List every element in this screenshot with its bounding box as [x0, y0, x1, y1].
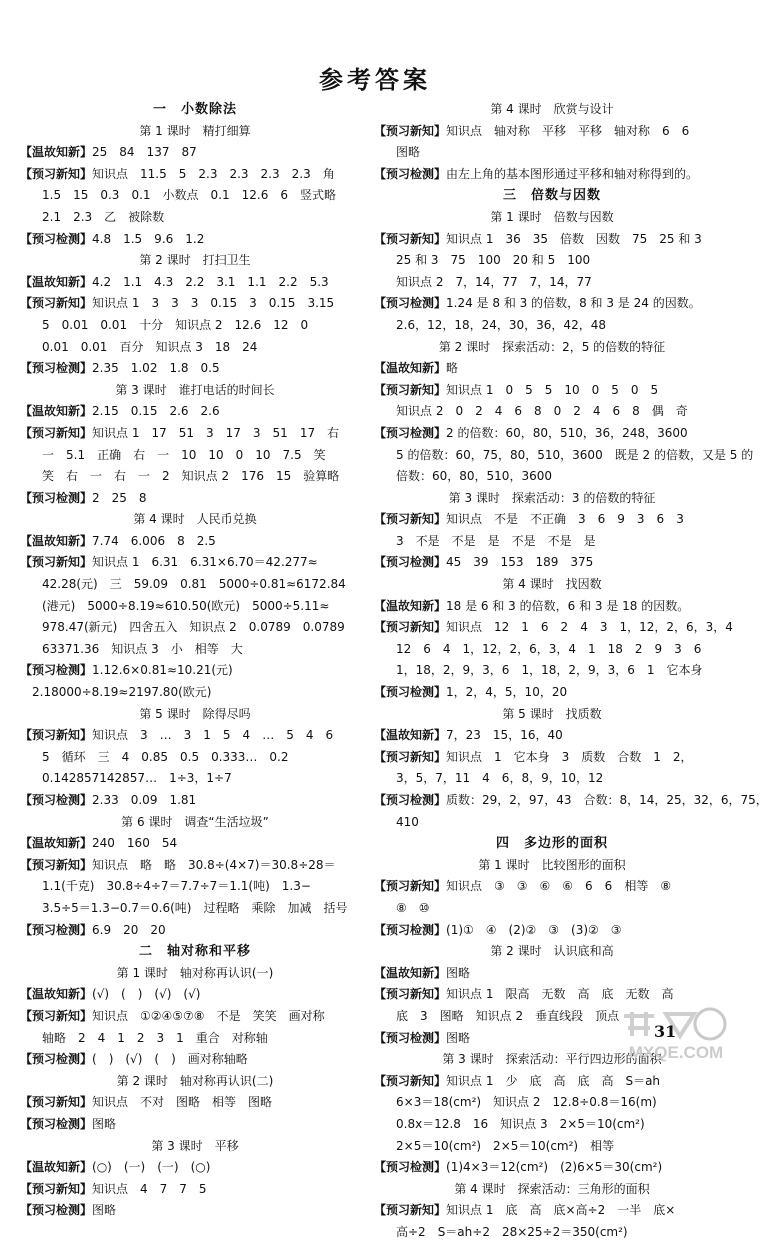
answer-continuation: 12 6 4 1，12，2，6，3，4 1 18 2 9 3 6	[396, 641, 702, 656]
answer-tag: 【预习检测】	[20, 922, 93, 937]
answer-continuation: 2.1 2.3 乙 被除数	[42, 209, 165, 224]
page-number: 31	[654, 1022, 677, 1041]
answer-row	[20, 229, 370, 251]
lesson-heading: 第 5 课时 找质数	[502, 706, 602, 721]
answer-continuation: 6×3＝18(cm²) 知识点 2 12.8÷0.8＝16(m)	[396, 1095, 657, 1110]
answer-continuation: 978.47(新元) 四舍五入 知识点 2 0.0789 0.0789	[42, 620, 345, 635]
answer-continuation: 一 5.1 正确 右 一 10 10 0 10 7.5 笑	[42, 447, 326, 462]
answer-continuation: 42.28(元) 三 59.09 0.81 5000÷0.81≈6172.84	[42, 577, 346, 592]
answer-row	[374, 229, 730, 251]
answer-row	[20, 833, 370, 855]
answer-continuation: 1.1(千克) 30.8÷4÷7＝7.7÷7＝1.1(吨) 1.3−	[42, 879, 311, 894]
answer-continuation: 图略	[396, 145, 421, 160]
answer-continuation: 410	[396, 814, 419, 829]
answer-continuation: (港元) 5000÷8.19≈610.50(欧元) 5000÷5.11≈	[42, 598, 330, 613]
answer-text: 4.8 1.5 9.6 1.2	[92, 231, 205, 246]
answer-row	[20, 293, 370, 315]
answer-row	[374, 164, 730, 186]
answer-tag: 【预习新知】	[374, 749, 447, 764]
lesson-heading: 第 1 课时 比较图形的面积	[478, 857, 626, 872]
answer-text: 2.33 0.09 1.81	[92, 793, 197, 807]
page-title: 参考答案	[319, 65, 431, 94]
answer-row	[20, 660, 370, 682]
answer-text: 略	[446, 361, 459, 376]
answer-text: 知识点 ①②④⑤⑦⑧ 不是 笑笑 画对称	[92, 1008, 325, 1023]
answer-row	[20, 1006, 370, 1028]
answer-tag: 【预习检测】	[374, 166, 447, 181]
answer-row	[20, 855, 370, 877]
answer-row	[20, 401, 370, 423]
answer-tag: 【预习新知】	[20, 728, 93, 743]
lesson-heading: 第 4 课时 人民币兑换	[133, 512, 257, 527]
answer-text: 知识点 1 17 51 3 17 3 51 17 右	[92, 425, 340, 440]
answer-text: 由左上角的基本图形通过平移和轴对称得到的。	[446, 166, 699, 181]
answer-text: 25 84 137 87	[92, 145, 197, 160]
answer-row	[374, 682, 730, 704]
answer-continuation: 0.142857142857… 1÷3，1÷7	[42, 771, 232, 786]
answer-text: 知识点 ③ ③ ⑥ ⑥ 6 6 相等 ⑧	[446, 879, 672, 894]
section-heading: 一 小数除法	[152, 102, 237, 117]
lesson-heading: 第 2 课时 打扫卫生	[139, 253, 251, 268]
answer-text: 7，23 15，16，40	[446, 728, 563, 743]
answer-row	[374, 790, 768, 812]
answer-row	[374, 1157, 730, 1179]
answer-row	[374, 617, 733, 639]
answer-row	[374, 552, 730, 574]
answer-row	[20, 272, 370, 294]
answer-text: 知识点 1 3 3 3 0.15 3 0.15 3.15	[92, 296, 335, 311]
answer-continuation: 2.18000÷8.19≈2197.80(欧元)	[32, 685, 212, 700]
answer-continuation: 5 0.01 0.01 十分 知识点 2 12.6 12 0	[42, 317, 309, 332]
answer-tag: 【预习新知】	[374, 382, 447, 397]
answer-tag: 【预习新知】	[20, 1008, 93, 1023]
answer-tag: 【预习检测】	[374, 425, 447, 440]
answer-text: (√) ( ) (√) (√)	[92, 987, 201, 1002]
answer-text: (1)① ④ (2)② ③ (3)② ③	[446, 922, 622, 937]
answer-continuation: 轴略 2 4 1 2 3 1 重合 对称轴	[42, 1030, 268, 1045]
answer-continuation: 3 不是 不是 是 不是 不是 是	[396, 533, 596, 548]
answer-row	[374, 423, 730, 445]
answer-text: 知识点 4 7 7 5	[92, 1181, 207, 1196]
answer-tag: 【预习检测】	[374, 555, 447, 570]
answer-tag: 【预习新知】	[20, 425, 93, 440]
answer-row	[20, 142, 370, 164]
answer-tag: 【预习新知】	[374, 1073, 447, 1088]
lesson-heading: 第 5 课时 除得尽吗	[139, 706, 251, 721]
answer-tag: 【温故知新】	[20, 145, 93, 160]
answer-row	[20, 1114, 370, 1136]
answer-text: 知识点 1 少 底 高 底 高 S＝ah	[446, 1073, 661, 1088]
answer-continuation: 1，18，2，9，3，6 1，18，2，9，3，6 1 它本身	[396, 663, 703, 678]
answer-text: 7.74 6.006 8 2.5	[92, 533, 216, 548]
answer-continuation: 25 和 3 75 100 20 和 5 100	[396, 253, 591, 268]
answer-text: 知识点 略 略 30.8÷(4×7)＝30.8÷28＝	[92, 857, 336, 872]
answer-tag: 【温故知新】	[20, 404, 93, 419]
answer-row	[20, 552, 370, 574]
answer-row	[20, 1049, 370, 1071]
answer-row	[20, 920, 370, 942]
answer-tag: 【温故知新】	[374, 965, 447, 980]
lesson-heading: 第 2 课时 轴对称再认识(二)	[116, 1073, 274, 1088]
answer-text: 知识点 12 1 6 2 4 3 1，12，2，6，3，4	[446, 620, 733, 635]
answer-tag: 【预习检测】	[20, 793, 93, 807]
answer-row	[20, 790, 370, 812]
answer-text: 质数：29，2，97，43 合数：8，14，25，32，6，75，	[446, 793, 768, 807]
answer-text: 2.15 0.15 2.6 2.6	[92, 404, 220, 419]
lesson-heading: 第 4 课时 欣赏与设计	[490, 102, 614, 116]
answer-tag: 【预习检测】	[20, 1203, 93, 1218]
answer-tag: 【预习检测】	[374, 793, 447, 807]
answer-text: 知识点 1 底 高 底×高÷2 一半 底×	[446, 1203, 676, 1218]
answer-tag: 【预习检测】	[20, 361, 93, 376]
lesson-heading: 第 1 课时 精打细算	[139, 123, 251, 138]
answer-text: 图略	[92, 1116, 117, 1131]
section-heading: 三 倍数与因数	[502, 188, 601, 204]
answer-text: 知识点 11.5 5 2.3 2.3 2.3 2.3 角	[92, 166, 335, 181]
answer-tag: 【预习检测】	[374, 685, 447, 700]
answer-row	[20, 358, 370, 380]
lesson-heading: 第 3 课时 探索活动：平行四边形的面积	[442, 1052, 662, 1067]
lesson-heading: 第 1 课时 倍数与因数	[490, 209, 614, 224]
answer-text: 1.12.6×0.81≈10.21(元)	[92, 663, 233, 678]
answer-tag: 【预习新知】	[374, 512, 447, 527]
answer-continuation: 5 循环 三 4 0.85 0.5 0.333… 0.2	[42, 749, 289, 764]
answer-text: 图略	[446, 965, 471, 980]
answer-continuation: 高÷2 S＝ah÷2 28×25÷2＝350(cm²)	[396, 1224, 628, 1239]
answer-row	[374, 293, 730, 315]
answer-row	[374, 725, 730, 747]
answer-continuation: 知识点 2 0 2 4 6 8 0 2 4 6 8 偶 奇	[396, 404, 688, 419]
answer-text: 知识点 1 限高 无数 高 底 无数 高	[446, 987, 674, 1002]
answer-continuation: 笑 右 一 右 一 2 知识点 2 176 15 验算略	[42, 469, 340, 484]
lesson-heading: 第 6 课时 调查“生活垃圾”	[121, 814, 269, 829]
answer-tag: 【温故知新】	[20, 274, 93, 289]
answer-text: (○) (一) (一) (○)	[92, 1160, 211, 1175]
answer-text: 知识点 1 36 35 倍数 因数 75 25 和 3	[446, 231, 702, 246]
answer-row	[20, 423, 370, 445]
answer-text: 图略	[446, 1030, 471, 1045]
answer-tag: 【温故知新】	[20, 987, 93, 1002]
answer-text: 知识点 不是 不正确 3 6 9 3 6 3	[446, 512, 684, 527]
answer-continuation: 知识点 2 7，14，77 7，14，77	[396, 274, 592, 289]
answer-tag: 【温故知新】	[20, 836, 93, 851]
answer-tag: 【预习检测】	[374, 922, 447, 937]
answer-tag: 【预习新知】	[374, 1203, 447, 1218]
answer-tag: 【预习新知】	[374, 123, 447, 138]
answer-row	[374, 747, 730, 769]
watermark-text: MXQE.COM	[628, 1043, 724, 1062]
answer-text: 2.35 1.02 1.8 0.5	[92, 361, 220, 376]
lesson-heading: 第 2 课时 认识底和高	[490, 944, 614, 959]
answer-tag: 【预习新知】	[374, 231, 447, 246]
lesson-heading: 第 4 课时 找因数	[502, 577, 602, 592]
answer-tag: 【温故知新】	[20, 1160, 93, 1175]
left-column	[20, 99, 370, 1222]
answer-text: 1.24 是 8 和 3 的倍数，8 和 3 是 24 的因数。	[446, 296, 701, 311]
answer-row	[20, 725, 370, 747]
answer-text: 知识点 不对 图略 相等 图略	[92, 1095, 273, 1110]
answer-text: 知识点 1 0 5 5 10 0 5 0 5	[446, 382, 659, 397]
answer-text: 知识点 1 它本身 3 质数 合数 1 2，	[446, 749, 693, 764]
answer-row	[20, 984, 370, 1006]
answer-tag: 【预习新知】	[374, 879, 447, 894]
section-heading: 四 多边形的面积	[495, 836, 608, 852]
answer-row	[20, 1092, 370, 1114]
answer-tag: 【温故知新】	[374, 728, 447, 743]
answer-continuation: 5 的倍数：60，75，80，510，3600 既是 2 的倍数，又是 5 的	[396, 447, 754, 462]
answer-continuation: ⑧ ⑩	[396, 900, 430, 915]
answer-row	[374, 876, 730, 898]
section-heading: 二 轴对称和平移	[138, 944, 251, 960]
answer-text: ( ) (√) ( ) 画对称轴略	[92, 1052, 248, 1067]
answer-text: 240 160 54	[92, 836, 178, 851]
answer-tag: 【预习检测】	[20, 1116, 93, 1131]
answer-row	[20, 1200, 370, 1222]
answer-row	[20, 531, 370, 553]
answer-text: 知识点 轴对称 平移 平移 轴对称 6 6	[446, 123, 690, 138]
answer-row	[374, 1200, 730, 1222]
answer-tag: 【预习检测】	[20, 1052, 93, 1067]
answer-tag: 【预习新知】	[20, 166, 93, 181]
answer-tag: 【预习新知】	[20, 1095, 93, 1110]
answer-tag: 【预习新知】	[20, 857, 93, 872]
answer-tag: 【预习新知】	[20, 1181, 93, 1196]
answer-continuation: 3.5÷5＝1.3−0.7＝0.6(吨) 过程略 乘除 加减 括号	[42, 900, 348, 915]
answer-tag: 【温故知新】	[20, 533, 93, 548]
answer-row	[374, 963, 730, 985]
lesson-heading: 第 3 课时 谁打电话的时间长	[115, 382, 275, 397]
answer-tag: 【预习新知】	[374, 620, 447, 635]
answer-continuation: 倍数：60，80，510，3600	[396, 469, 552, 484]
lesson-heading: 第 3 课时 平移	[151, 1138, 239, 1153]
answer-continuation: 3，5，7，11 4 6，8，9，10，12	[396, 771, 604, 786]
answer-tag: 【温故知新】	[374, 361, 447, 376]
answer-row	[20, 1157, 370, 1179]
answer-text: 2 的倍数：60，80，510，36，248，3600	[446, 425, 688, 440]
answer-row	[20, 488, 370, 510]
answer-continuation: 0.8x＝12.8 16 知识点 3 2×5＝10(cm²)	[396, 1116, 645, 1131]
answer-text: 6.9 20 20	[92, 922, 166, 937]
answer-row	[20, 164, 370, 186]
answer-continuation: 63371.36 知识点 3 小 相等 大	[42, 641, 243, 656]
answer-row	[374, 920, 730, 942]
answer-continuation: 2.6，12，18，24，30，36，42，48	[396, 317, 606, 332]
answer-text: 2 25 8	[92, 490, 147, 505]
answer-row	[374, 596, 730, 618]
answer-tag: 【预习检测】	[374, 296, 447, 311]
lesson-heading: 第 1 课时 轴对称再认识(一)	[116, 965, 274, 980]
right-column	[374, 99, 768, 1243]
answer-tag: 【预习检测】	[374, 1160, 447, 1175]
answer-row	[374, 358, 730, 380]
answer-tag: 【预习检测】	[20, 231, 93, 246]
answer-row	[374, 984, 730, 1006]
answer-row	[374, 1071, 730, 1093]
answer-row	[374, 509, 730, 531]
answer-text: 18 是 6 和 3 的倍数，6 和 3 是 18 的因数。	[446, 598, 690, 613]
answer-tag: 【预习新知】	[20, 555, 93, 570]
answer-continuation: 1.5 15 0.3 0.1 小数点 0.1 12.6 6 竖式略	[42, 188, 336, 203]
answer-tag: 【预习新知】	[374, 987, 447, 1002]
answer-continuation: 0.01 0.01 百分 知识点 3 18 24	[42, 339, 258, 354]
answer-text: 图略	[92, 1203, 117, 1218]
answer-text: 知识点 3 … 3 1 5 4 … 5 4 6	[92, 728, 334, 743]
answer-tag: 【预习新知】	[20, 296, 93, 311]
answer-text: 1，2，4，5，10，20	[446, 685, 568, 700]
answer-row	[20, 1179, 370, 1201]
answer-text: (1)4×3＝12(cm²) (2)6×5＝30(cm²)	[446, 1160, 663, 1175]
answer-tag: 【预习检测】	[20, 490, 93, 505]
answer-tag: 【预习检测】	[20, 663, 93, 678]
lesson-heading: 第 3 课时 探索活动：3 的倍数的特征	[448, 490, 656, 505]
answer-row	[374, 380, 730, 402]
answer-continuation: 底 3 图略 知识点 2 垂直线段 顶点	[396, 1008, 620, 1023]
answer-tag: 【温故知新】	[374, 598, 447, 613]
lesson-heading: 第 4 课时 探索活动：三角形的面积	[454, 1181, 650, 1196]
answer-tag: 【预习检测】	[374, 1030, 447, 1045]
answer-text: 知识点 1 6.31 6.31×6.70＝42.277≈	[92, 555, 318, 570]
answer-continuation: 2×5＝10(cm²) 2×5＝10(cm²) 相等	[396, 1138, 615, 1153]
answer-row	[374, 121, 730, 143]
answer-text: 4.2 1.1 4.3 2.2 3.1 1.1 2.2 5.3	[92, 274, 329, 289]
answer-text: 45 39 153 189 375	[446, 555, 594, 570]
lesson-heading: 第 2 课时 探索活动：2，5 的倍数的特征	[438, 339, 666, 354]
